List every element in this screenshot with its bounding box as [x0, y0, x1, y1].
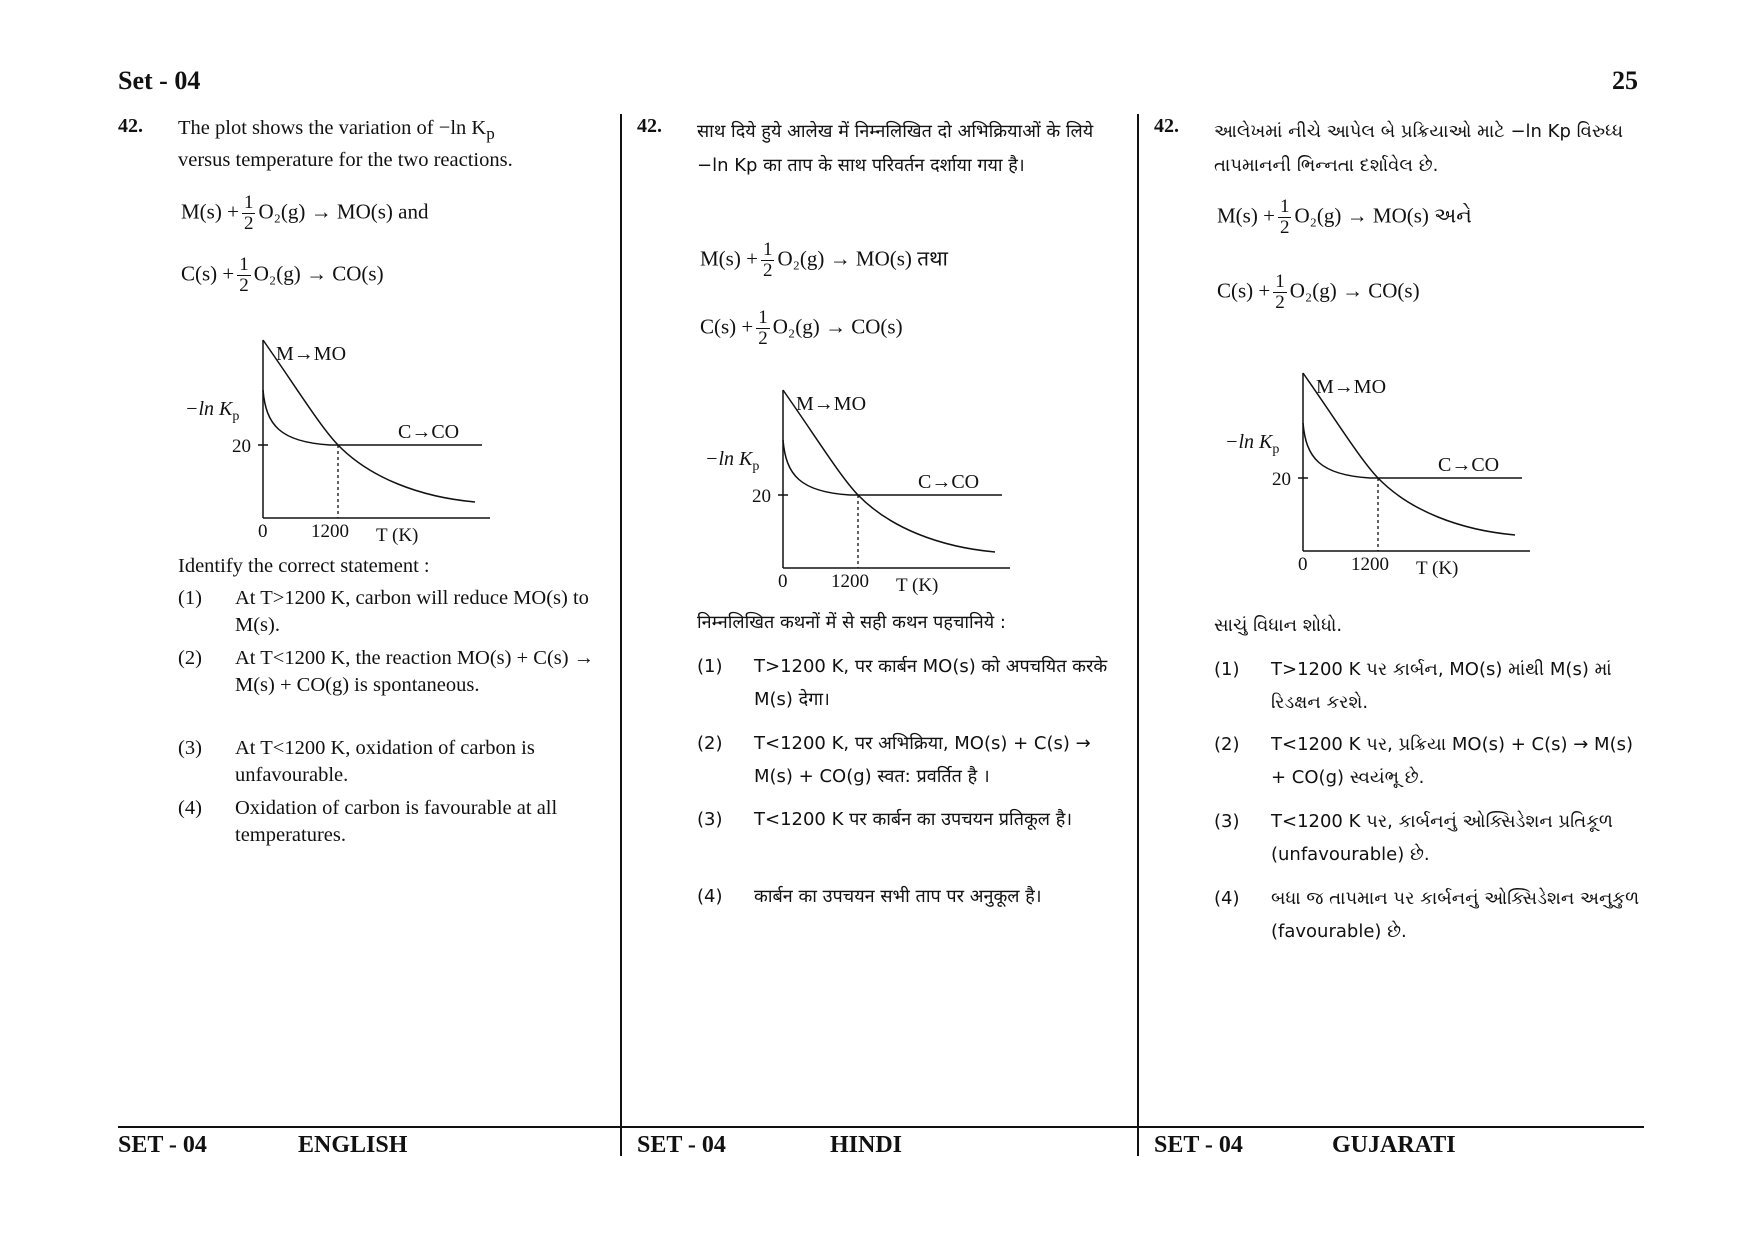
- question-stem: साथ दिये हुये आलेख में निम्नलिखित दो अभिक्रियाओं के लिये −ln Kp का ताप के साथ परिवर्तन दर्शाया गया है।: [697, 121, 1094, 176]
- identify-prompt: Identify the correct statement :: [178, 555, 430, 577]
- x-tick-label: 1200: [1351, 554, 1389, 575]
- option-3[interactable]: (3) T<1200 K પર, કાર્બનનું ઓક્સિડેશન પ્રતિકૂળ (unfavourable) છે.: [1214, 811, 1613, 865]
- option-1[interactable]: (1) At T>1200 K, carbon will reduce MO(s) to M(s).: [178, 587, 589, 636]
- column-divider-1: [620, 114, 622, 1156]
- footer-rule: [118, 1126, 1644, 1128]
- question-number: 42.: [637, 115, 662, 137]
- set-label: Set - 04: [118, 66, 201, 95]
- y-axis-label: −ln $K_p$: [185, 398, 240, 424]
- y-axis-label: −ln $K_p$: [705, 448, 760, 474]
- curve-label-c-co: C→CO: [398, 421, 460, 443]
- question-number: 42.: [1154, 115, 1179, 137]
- footer-set-gujarati: SET - 04: [1154, 1132, 1243, 1158]
- x-axis-label: T (K): [1416, 558, 1459, 579]
- option-4[interactable]: (4) Oxidation of carbon is favourable at all temperatures.: [178, 797, 558, 846]
- equation-1: M(s) + $\frac{1}{2}$ O₂(g) → MO(s) and: [181, 192, 429, 234]
- equation-1: M(s) + $\frac{1}{2}$ O₂(g) → MO(s) तथा: [700, 239, 948, 281]
- option-1[interactable]: (1) T>1200 K, पर कार्बन MO(s) को अपचयित करके M(s) देगा।: [697, 656, 1108, 710]
- y-tick-label: 20: [232, 436, 251, 457]
- identify-prompt: निम्नलिखित कथनों में से सही कथन पहचानिये :: [697, 612, 1006, 633]
- curve-label-c-co: C→CO: [918, 471, 980, 493]
- equation-1: M(s) + $\frac{1}{2}$ O₂(g) → MO(s) અને: [1217, 196, 1472, 238]
- option-2[interactable]: (2) T<1200 K, पर अभिक्रिया, MO(s) + C(s) → M(s) + CO(g) स्वत: प्रवर्तित है ।: [697, 733, 1091, 787]
- option-3[interactable]: (3) At T<1200 K, oxidation of carbon is unfavourable.: [178, 737, 535, 786]
- footer-lang-gujarati: GUJARATI: [1332, 1132, 1456, 1158]
- x-axis-label: T (K): [896, 575, 939, 596]
- page-number: 25: [1612, 66, 1638, 95]
- curve-label-m-mo: M→MO: [1316, 376, 1387, 398]
- equation-2: C(s) + $\frac{1}{2}$ O₂(g) → CO(s): [700, 307, 903, 349]
- footer-set-hindi: SET - 04: [637, 1132, 726, 1158]
- equation-2: C(s) + $\frac{1}{2}$ O₂(g) → CO(s): [1217, 271, 1420, 313]
- english-graph: [180, 330, 500, 545]
- option-4[interactable]: (4) બધા જ તાપમાન પર કાર્બનનું ઓક્સિડેશન અનુકુળ (favourable) છે.: [1214, 888, 1640, 942]
- y-tick-label: 20: [752, 486, 771, 507]
- footer-lang-hindi: HINDI: [830, 1132, 903, 1158]
- question-number: 42.: [118, 115, 143, 137]
- curve-label-c-co: C→CO: [1438, 454, 1500, 476]
- x-origin-label: 0: [778, 571, 788, 592]
- curve-label-m-mo: M→MO: [796, 393, 867, 415]
- hindi-graph: [700, 380, 1020, 600]
- curve-label-m-mo: M→MO: [276, 343, 347, 365]
- option-3[interactable]: (3) T<1200 K पर कार्बन का उपचयन प्रतिकूल है।: [697, 809, 1073, 830]
- column-divider-2: [1137, 114, 1139, 1156]
- equation-2: C(s) + $\frac{1}{2}$ O₂(g) → CO(s): [181, 254, 384, 296]
- question-stem: The plot shows the variation of −ln $K_p$ versus temperature for the two reactions.: [178, 117, 513, 172]
- x-origin-label: 0: [258, 521, 268, 542]
- option-4[interactable]: (4) कार्बन का उपचयन सभी ताप पर अनुकूल है।: [697, 886, 1042, 907]
- footer-lang-english: ENGLISH: [298, 1132, 408, 1158]
- option-2[interactable]: (2) T<1200 K પર, પ્રક્રિયા MO(s) + C(s) → M(s) + CO(g) સ્વયંભૂ છે.: [1214, 734, 1634, 788]
- gujarati-graph: [1220, 363, 1540, 583]
- x-origin-label: 0: [1298, 554, 1308, 575]
- x-tick-label: 1200: [311, 521, 349, 542]
- y-axis-label: −ln $K_p$: [1225, 431, 1280, 457]
- question-stem: આલેખમાં નીચે આપેલ બે પ્રક્રિયાઓ માટે −ln Kp વિરુધ્ધ તાપમાનની ભિન્નતા દર્શાવેલ છે.: [1214, 121, 1624, 176]
- x-axis-label: T (K): [376, 525, 419, 546]
- y-tick-label: 20: [1272, 469, 1291, 490]
- x-tick-label: 1200: [831, 571, 869, 592]
- option-1[interactable]: (1) T>1200 K પર કાર્બન, MO(s) માંથી M(s) માં રિડક્ષન કરશે.: [1214, 659, 1612, 713]
- identify-prompt: સાચું વિધાન શોધો.: [1214, 615, 1343, 636]
- option-2[interactable]: (2) At T<1200 K, the reaction MO(s) + C(s) → M(s) + CO(g) is spontaneous.: [178, 647, 595, 696]
- footer-set-english: SET - 04: [118, 1132, 207, 1158]
